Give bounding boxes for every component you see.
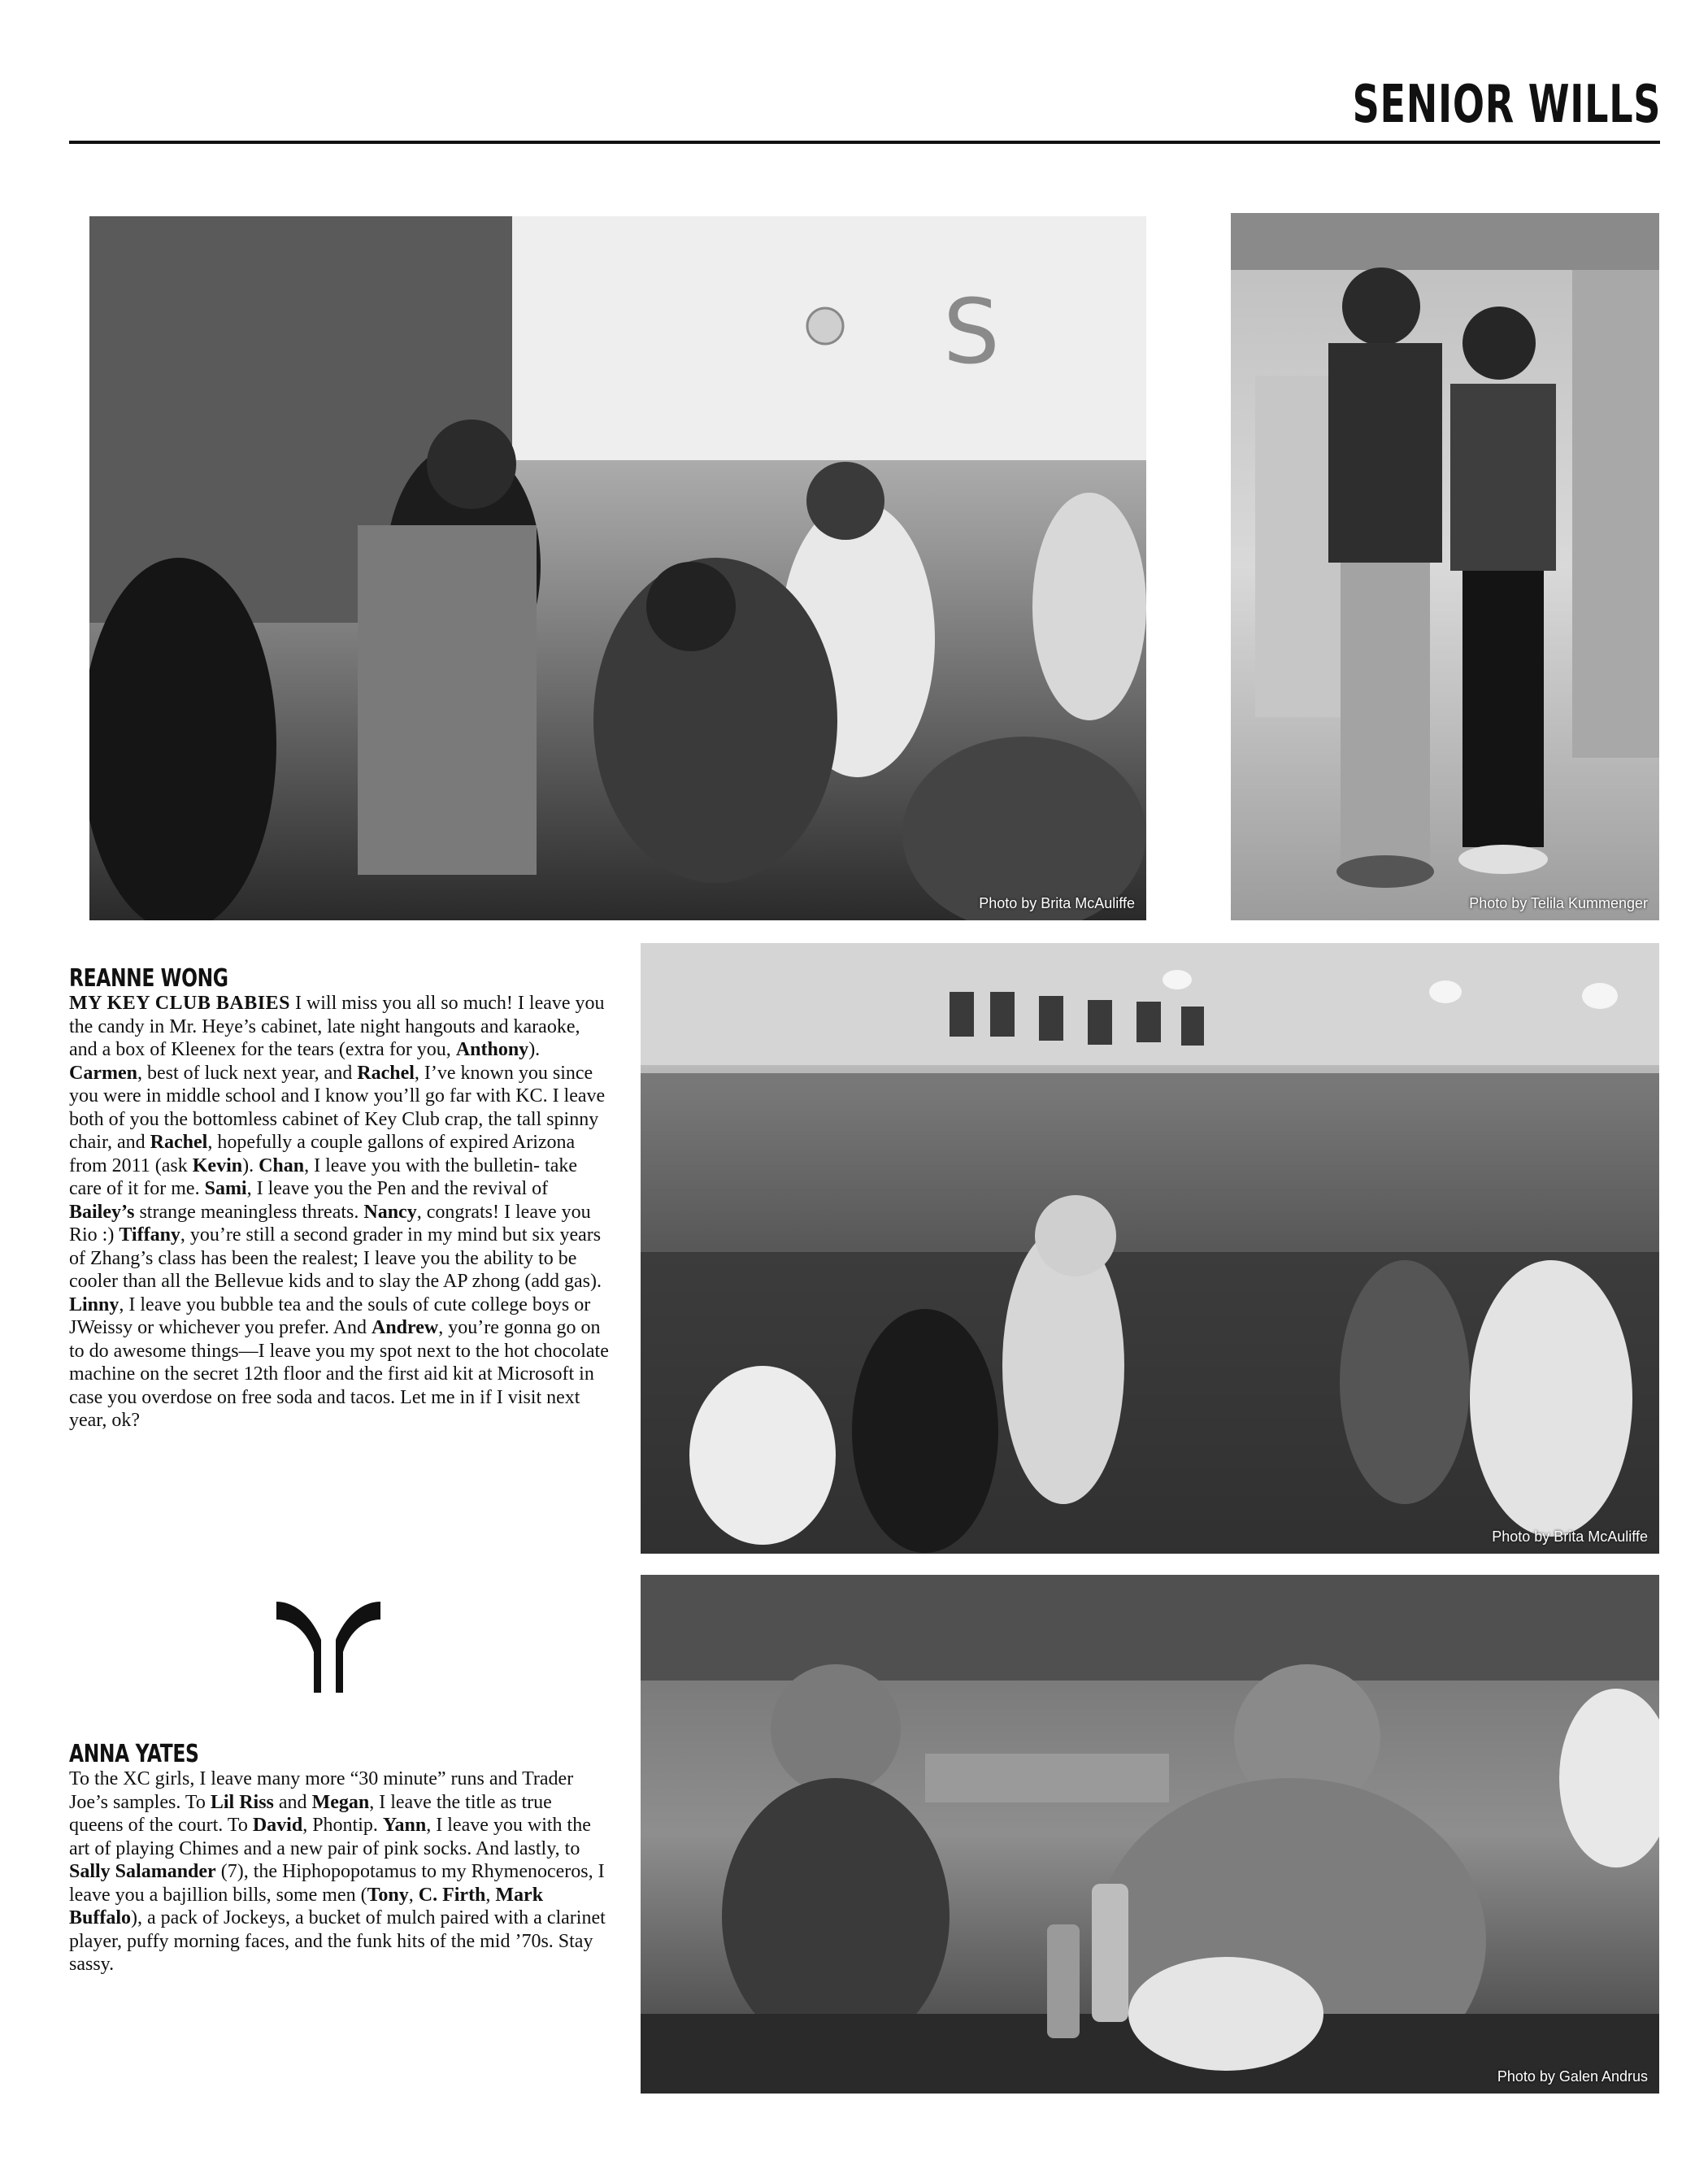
body-text: ). [528, 1039, 541, 1060]
photo-hallway-pair-image [1231, 213, 1659, 920]
photo-credit: Photo by Telila Kummenger [1469, 895, 1648, 911]
bold-name: Andrew [371, 1317, 439, 1338]
page-title: SENIOR WILLS [1352, 75, 1661, 135]
y-logo-icon [276, 1595, 380, 1693]
bold-name: Lil Riss [210, 1791, 274, 1813]
body-text: and [273, 1791, 312, 1813]
body-text: , I’ve known you since you were in middle school and I know you’ll go far with KC. I leave both of you the bottomless cabinet of Key Club crap, the tall spinny chair, and [69, 1062, 606, 1153]
body-text: , you’re still a second grader in my mind but six years of Zhang’s class has been the realest; I leave you the ability to be cooler than all the Bellevue kids and to slay the AP zhong (add gas). [69, 1224, 602, 1292]
body-text: , I leave you with the bulletin- take care of it for me. [69, 1154, 578, 1199]
article-name: REANNE WONG [69, 964, 228, 993]
bold-name: Sally Salamander [69, 1861, 216, 1882]
bold-name: MY KEY CLUB BABIES [69, 993, 290, 1014]
body-text: , I leave the title as true queens of the court. To [69, 1791, 552, 1836]
body-text: ). [242, 1154, 259, 1176]
body-text: , I leave you bubble tea and the souls of cute college boys or JWeissy or whichever you prefer. And [69, 1294, 591, 1338]
body-text: , you’re gonna go on to do awesome things—I leave you my spot next to the hot chocolate machine on the secret 12th floor and the first aid kit at Microsoft in case you overdose on free soda and tacos. Let me in if I visit next year, ok? [69, 1317, 609, 1431]
bold-name: Tony [367, 1884, 409, 1906]
body-text: , I leave you with the art of playing Chimes and a new pair of pink socks. And lastly, to [69, 1815, 591, 1859]
article-reanne-wong [69, 966, 610, 1433]
body-text: , congrats! I leave you Rio :) [69, 1201, 591, 1246]
article-anna-yates [69, 1741, 610, 1976]
article-body [69, 1767, 610, 1976]
svg-text:S: S [943, 280, 1000, 384]
article-name: ANNA YATES [69, 1740, 199, 1768]
bold-name: Bailey’s [69, 1201, 135, 1223]
bold-name: Anthony [455, 1039, 529, 1060]
body-text: To the XC girls, I leave many more “30 minute” runs and Trader Joe’s samples. To [69, 1768, 574, 1813]
body-text: strange meaningless threats. [134, 1201, 364, 1223]
photo-lunch-table [641, 1575, 1659, 2094]
body-text: , [408, 1884, 419, 1906]
bold-name: Mark Buffalo [69, 1884, 544, 1928]
photo-hallway-pair [1231, 213, 1659, 920]
article-body [69, 992, 610, 1433]
bold-name: Rachel [150, 1132, 208, 1153]
body-text: , [485, 1884, 496, 1906]
bold-name: Chan [259, 1154, 305, 1176]
header-rule [69, 141, 1660, 144]
photo-credit: Photo by Brita McAuliffe [979, 895, 1135, 911]
bold-name: Nancy [363, 1201, 417, 1223]
photo-lunch-table-image [641, 1575, 1659, 2094]
body-text: , hopefully a couple gallons of expired Arizona from 2011 (ask [69, 1132, 576, 1176]
body-text: ), a pack of Jockeys, a bucket of mulch paired with a clarinet player, puffy morning faces, and the funk hits of the mid ’70s. Stay sassy. [69, 1907, 606, 1975]
body-text: , I leave you the Pen and the revival of [246, 1178, 549, 1199]
bold-name: Megan [311, 1791, 370, 1813]
photo-gym-bleachers [641, 943, 1659, 1554]
photo-credit: Photo by Galen Andrus [1497, 2068, 1648, 2085]
bold-name: Linny [69, 1294, 120, 1315]
bold-name: Kevin [192, 1154, 243, 1176]
photo-credit: Photo by Brita McAuliffe [1492, 1528, 1648, 1545]
body-text: , Phontip. [302, 1815, 383, 1836]
bold-name: C. Firth [418, 1884, 486, 1906]
bold-name: Tiffany [119, 1224, 180, 1246]
photo-crowd-dancing-image [89, 216, 1146, 920]
bold-name: Rachel [357, 1062, 415, 1084]
body-text: (7), the Hiphopopotamus to my Rhymenoceros, I leave you a bajillion bills, some men ( [69, 1861, 605, 1906]
bold-name: Sami [204, 1178, 247, 1199]
photo-crowd-dancing [89, 216, 1146, 920]
body-text: I will miss you all so much! I leave you the candy in Mr. Heye’s cabinet, late night hangouts and karaoke, and a box of Kleenex for the tears (extra for you, [69, 993, 605, 1060]
bold-name: Carmen [69, 1062, 137, 1084]
body-text: , best of luck next year, and [137, 1062, 358, 1084]
bold-name: Yann [382, 1815, 427, 1836]
photo-gym-bleachers-image [641, 943, 1659, 1554]
bold-name: David [252, 1815, 303, 1836]
